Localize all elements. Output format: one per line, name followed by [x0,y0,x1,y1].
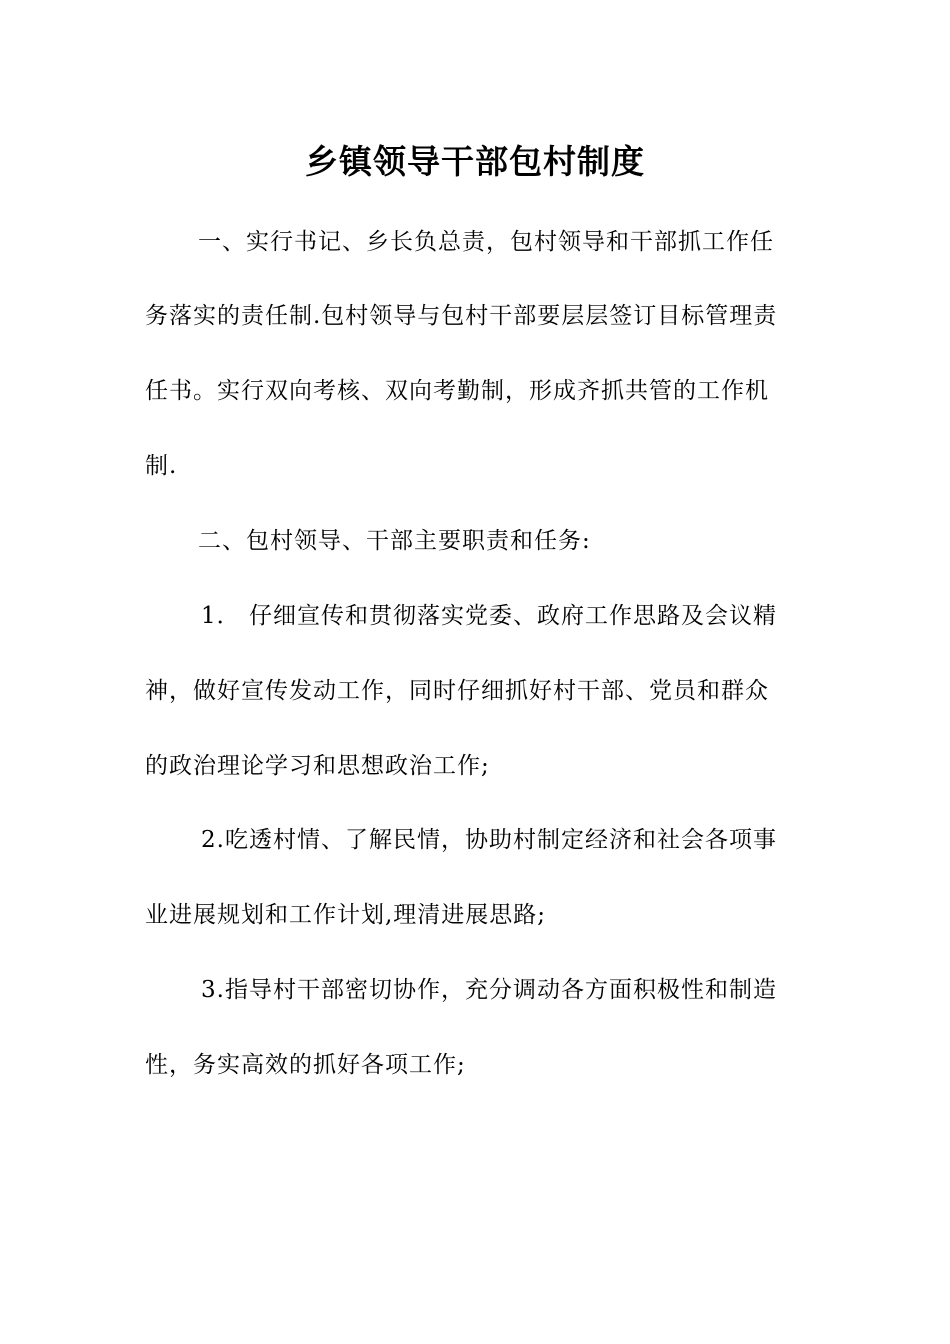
paragraph-line: 务落实的责任制.包村领导与包村干部要层层签订目标管理责 [145,303,778,329]
paragraph-line: 任书。实行双向考核、双向考勤制，形成齐抓共管的工作机 [145,378,769,404]
list-item-line: 3.指导村干部密切协作，充分调动各方面积极性和制造 [201,977,777,1003]
list-item-line: 的政治理论学习和思想政治工作; [145,753,490,779]
list-item-line: 业进展规划和工作计划,理清进展思路; [145,902,547,928]
section-heading: 二、包村领导、干部主要职责和任务: [198,528,591,554]
document-title: 乡镇领导干部包村制度 [305,142,645,181]
paragraph-line: 一、实行书记、乡长负总责，包村领导和干部抓工作任 [198,229,774,255]
list-item-line: 性，务实高效的抓好各项工作; [145,1052,466,1078]
paragraph-line: 制. [145,453,178,479]
list-item-line: 2.吃透村情、了解民情，协助村制定经济和社会各项事 [201,827,777,853]
list-item-line: 神，做好宣传发动工作，同时仔细抓好村干部、党员和群众 [145,678,769,704]
list-item-line: 1． 仔细宣传和贯彻落实党委、政府工作思路及会议精 [201,603,777,629]
